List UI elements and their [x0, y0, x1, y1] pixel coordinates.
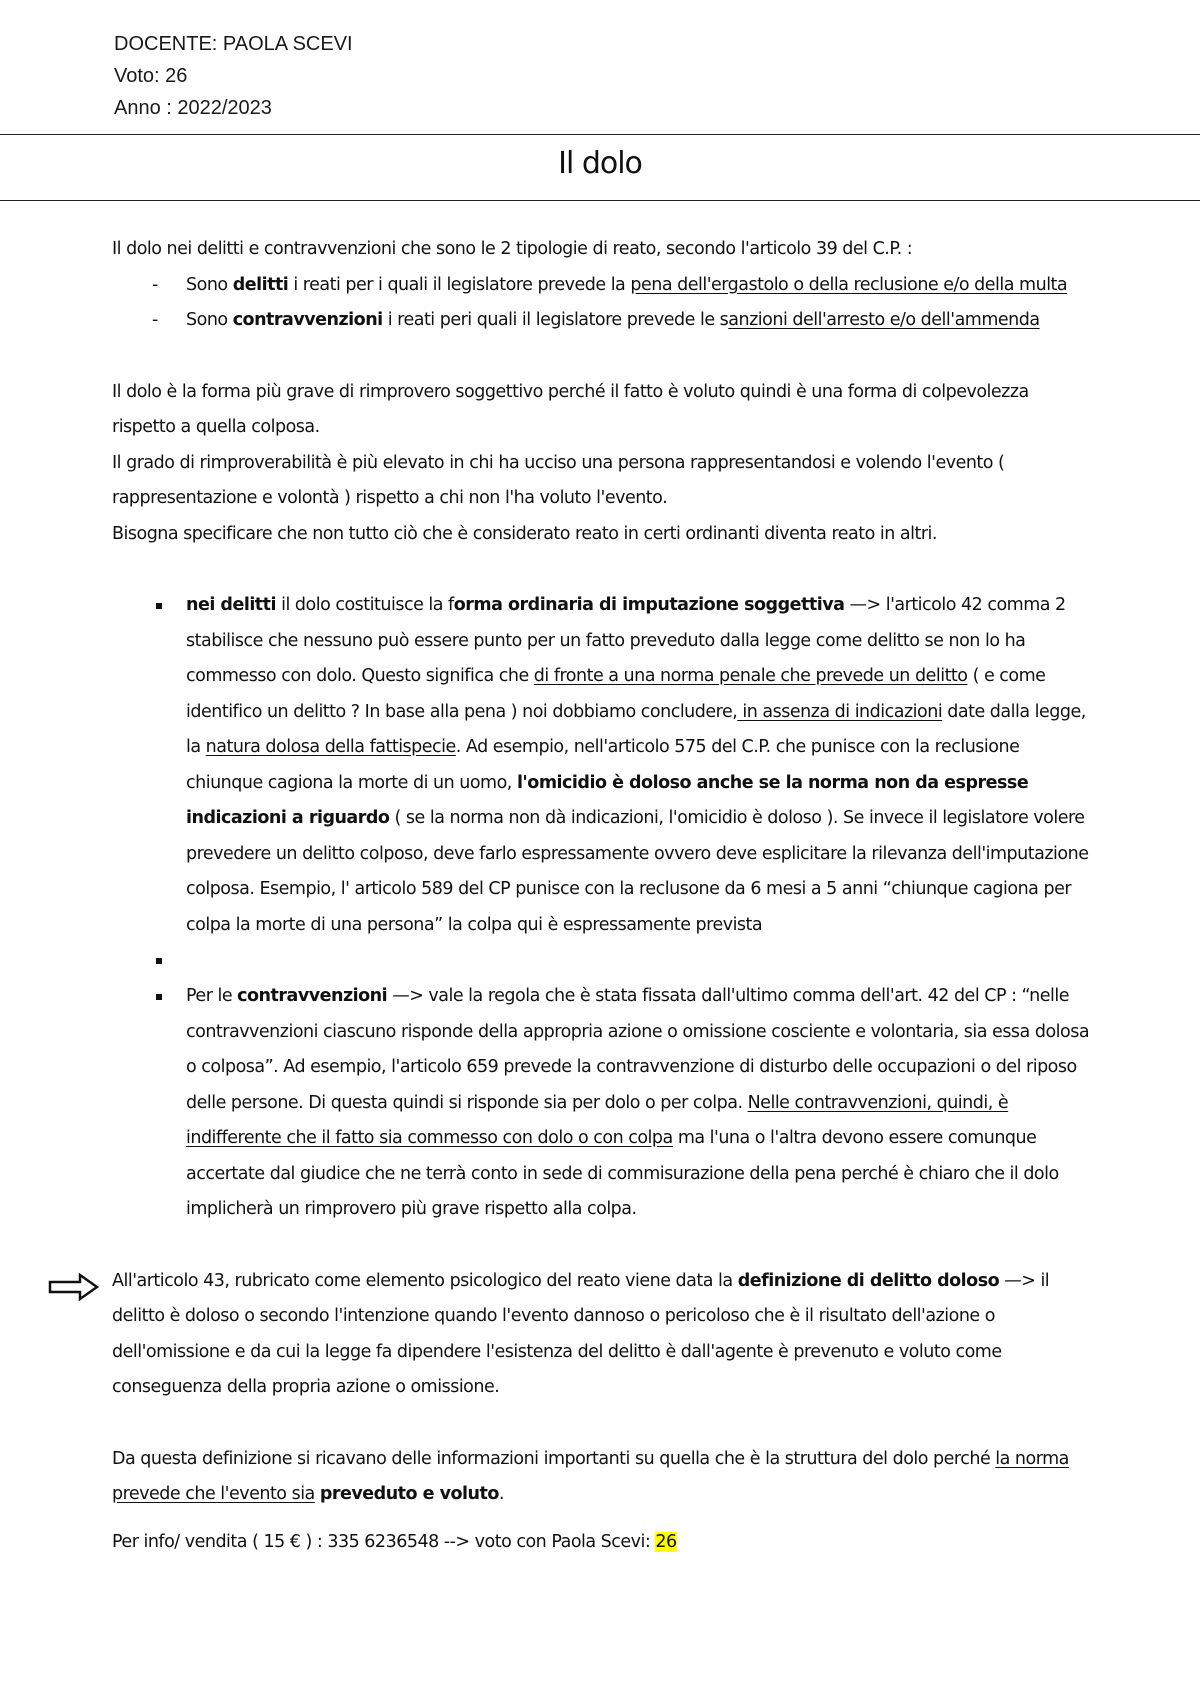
term-delitti: delitti: [232, 274, 289, 295]
year-line: Anno : 2022/2023: [114, 97, 272, 119]
paragraph-rimproverabilita: Il grado di rimproverabilità è più elevato in chi ha ucciso una persona rappresentandosi e volendo l'evento ( rappresentazione e volontà ) rispetto a chi non l'ha voluto l'evento.: [112, 452, 1005, 508]
list-item-contravvenzioni: - Sono contravvenzioni i reati peri quali il legislatore prevede le sanzioni dell'arresto e/o dell'ammenda: [186, 303, 1092, 339]
paragraph-gravita: Il dolo è la forma più grave di rimprovero soggettivo perché il fatto è voluto quindi è una forma di colpevolezza rispetto a quella colposa.: [112, 381, 1029, 437]
paragraph-ordinamenti: Bisogna specificare che non tutto ciò che è considerato reato in certi ordinanti diventa reato in altri.: [112, 523, 937, 544]
footer-info: Per info/ vendita ( 15 € ) : 335 6236548 --> voto con Paola Scevi: 26: [112, 1531, 677, 1552]
page-title: Il dolo: [558, 146, 642, 181]
list-item-delitti-detail: nei delitti il dolo costituisce la forma ordinaria di imputazione soggettiva —> l'articolo 42 comma 2 stabilisce che nessuno può essere punto per un fatto preveduto dalla legge come delitto se non lo ha commesso con dolo. Questo significa che di fronte a una norma penale che prevede un delitto ( e come identifico un delitto ? In base alla pena ) noi dobbiamo concludere, in assenza di indicazioni date dalla legge, la natura dolosa della fattispecie. Ad esempio, nell'articolo 575 del C.P. che punisce con la reclusione chiunque cagiona la morte di un uomo, l'omicidio è doloso anche se la norma non da espresse indicazioni a riguardo ( se la norma non dà indicazioni, l'omicidio è doloso ). Se invece il legislatore volere prevedere un delitto colposo, deve farlo espressamente ovvero deve esplicitare la rilevanza dell'imputazione colposa. Esempio, l' articolo 589 del CP punisce con la reclusone da 6 mesi a 5 anni “chiunque cagiona per colpa la morte di una persona” la colpa qui è espressamente prevista: [186, 588, 1092, 943]
reato-types-list: [112, 268, 1092, 339]
grade-highlight: 26: [655, 1531, 677, 1552]
grade-line: Voto: 26: [114, 65, 188, 87]
dolo-cases-list: [112, 588, 1092, 1228]
underlined-text: pena dell'ergastolo o della reclusione e/o della multa: [630, 274, 1068, 295]
list-item-delitti: - Sono delitti i reati per i quali il legislatore prevede la pena dell'ergastolo o della reclusione e/o della multa: [186, 268, 1092, 304]
document-header: [114, 28, 353, 124]
underlined-text: anzioni dell'arresto e/o dell'ammenda: [728, 310, 1040, 330]
term-contravvenzioni: contravvenzioni: [232, 310, 383, 330]
paragraph-articolo-43: All'articolo 43, rubricato come elemento psicologico del reato viene data la definizione di delitto doloso —> il delitto è doloso o secondo l'intenzione quando l'evento dannoso o pericoloso che è il risultato dell'azione o dell'omissione e da cui la legge fa dipendere l'esistenza del delitto è dall'agente è prevenuto e voluto come conseguenza della propria azione o omissione.: [112, 1270, 1050, 1397]
title-rule-bottom: [0, 200, 1200, 201]
teacher-line: DOCENTE: PAOLA SCEVI: [114, 33, 353, 55]
title-rule-top: [0, 134, 1200, 135]
right-arrow-icon: [48, 1272, 100, 1302]
paragraph-struttura-dolo: Da questa definizione si ricavano delle informazioni importanti su quella che è la struttura del dolo perché la norma prevede che l'evento sia preveduto e voluto.: [112, 1448, 1069, 1504]
list-item-contravvenzioni-detail: Per le contravvenzioni —> vale la regola che è stata fissata dall'ultimo comma dell'art. 42 del CP : “nelle contravvenzioni ciascuno risponde della appropria azione o omissione cosciente e volontaria, sia essa dolosa o colposa”. Ad esempio, l'articolo 659 prevede la contravvenzione di disturbo delle occupazioni o del riposo delle persone. Di questa quindi si risponde sia per dolo o per colpa. Nelle contravvenzioni, quindi, è indifferente che il fatto sia commesso con dolo o con colpa ma l'una o l'altra devono essere comunque accertate dal giudice che ne terrà conto in sede di commisurazione della pena perché è chiaro che il dolo implicherà un rimprovero più grave rispetto alla colpa.: [186, 979, 1092, 1228]
intro-paragraph: Il dolo nei delitti e contravvenzioni che sono le 2 tipologie di reato, secondo l'articolo 39 del C.P. :: [112, 239, 913, 259]
document-body: [112, 232, 1092, 1560]
